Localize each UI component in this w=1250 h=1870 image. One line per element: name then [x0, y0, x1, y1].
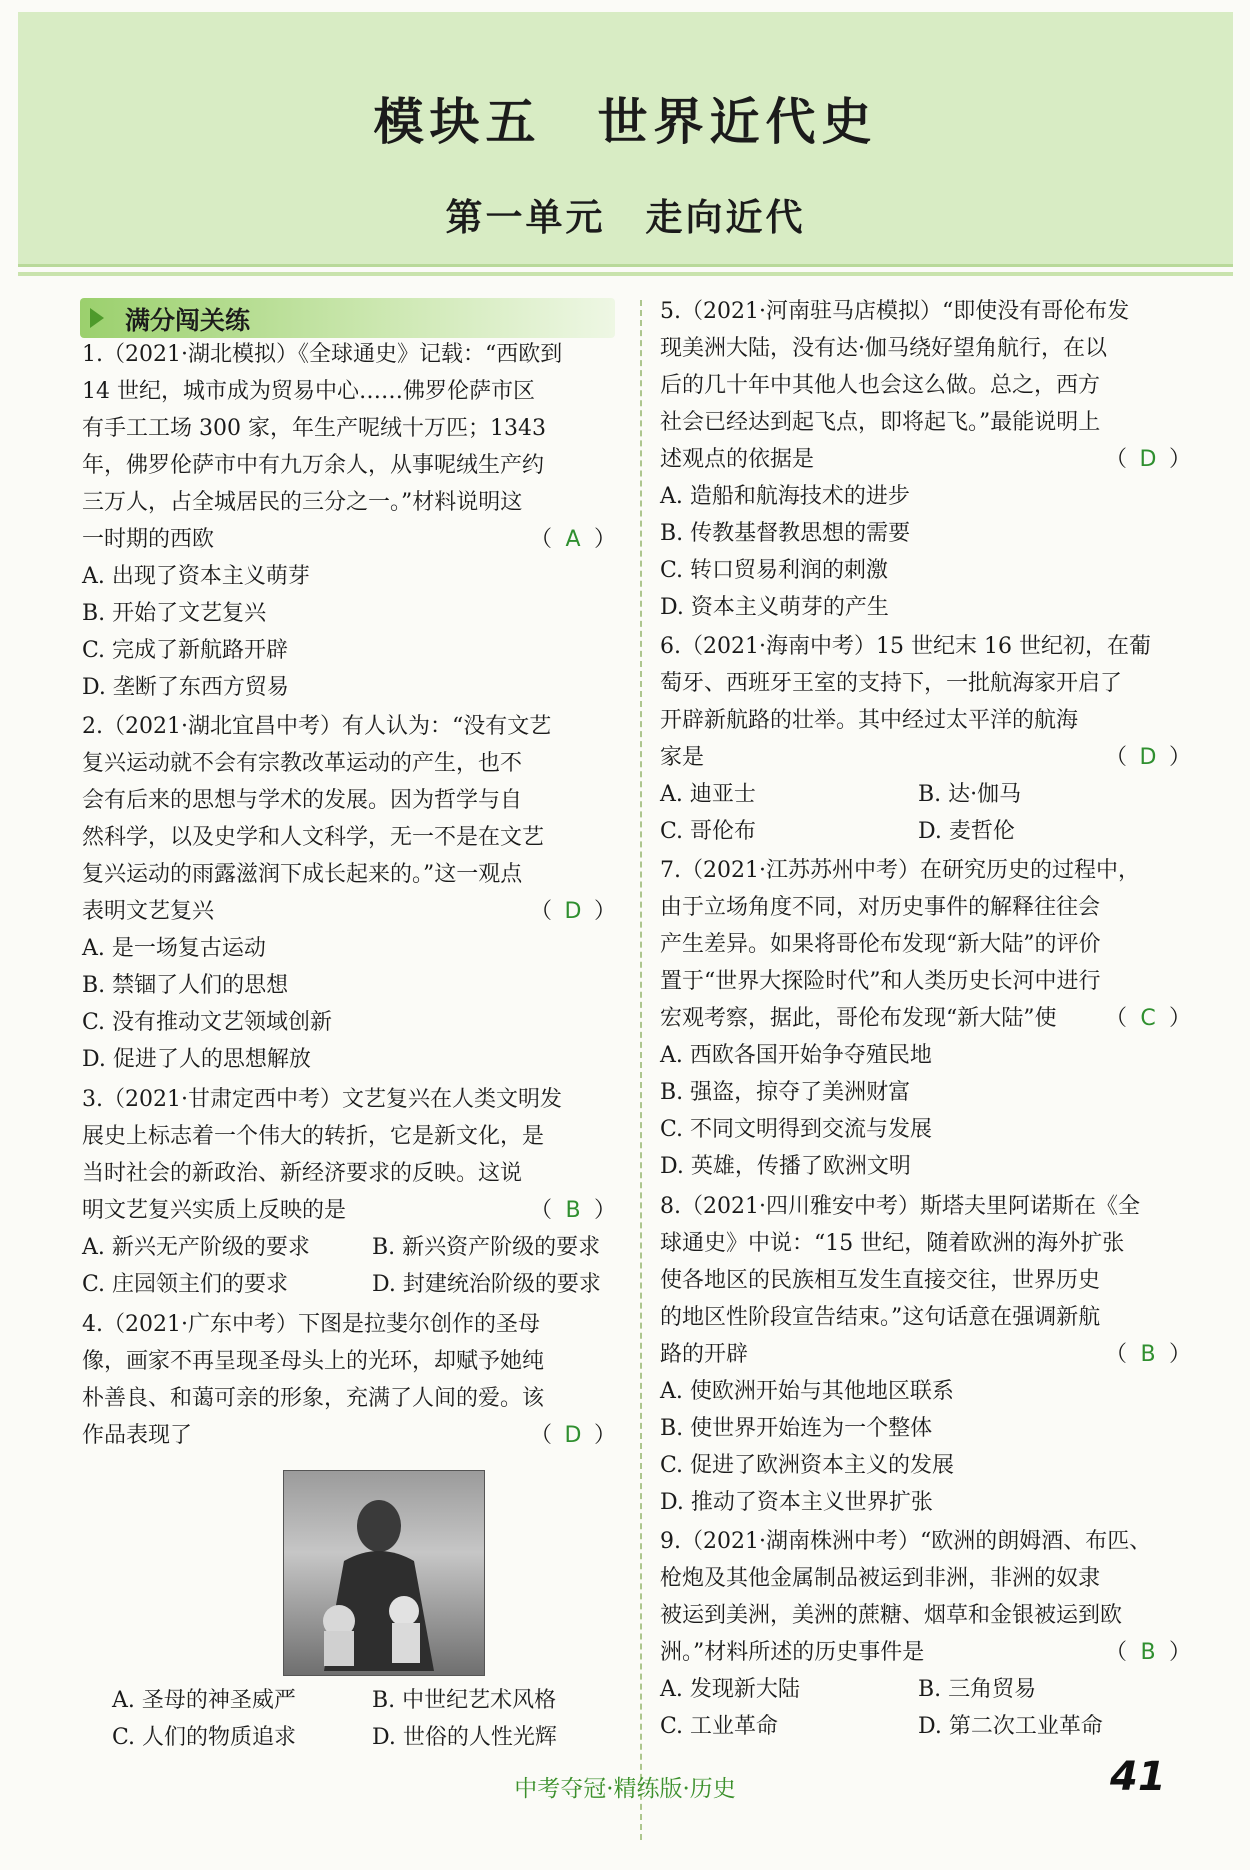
option: B. 新兴资产阶级的要求 — [372, 1235, 601, 1260]
option: D. 垄断了东西方贸易 — [82, 675, 289, 700]
section-bar — [80, 298, 615, 338]
question-text: 使各地区的民族相互发生直接交往，世界历史 — [660, 1268, 1101, 1293]
column-divider — [640, 300, 642, 1840]
option: D. 世俗的人性光辉 — [372, 1725, 557, 1750]
question-text: 当时社会的新政治、新经济要求的反映。这说 — [82, 1161, 523, 1186]
option: B. 开始了文艺复兴 — [82, 601, 267, 626]
answer-letter: D — [564, 1423, 582, 1448]
answer-bracket: （ D ） — [1105, 743, 1191, 773]
question-text: 家是 — [660, 745, 705, 770]
answer-letter: B — [565, 1198, 581, 1223]
question-text: 枪炮及其他金属制品被运到非洲，非洲的奴隶 — [660, 1566, 1101, 1591]
answer-letter: A — [565, 527, 581, 552]
option: C. 人们的物质追求 — [112, 1725, 297, 1750]
option: B. 三角贸易 — [918, 1677, 1037, 1702]
question-text: 会有后来的思想与学术的发展。因为哲学与自 — [82, 788, 523, 813]
question-text: 作品表现了 — [82, 1423, 193, 1448]
module-title: 模块五 世界近代史 — [373, 93, 878, 151]
answer-bracket: （ D ） — [530, 897, 616, 927]
option: A. 出现了资本主义萌芽 — [82, 564, 310, 589]
question-text: 三万人，占全城居民的三分之一。”材料说明这 — [82, 490, 523, 515]
question-text: 被运到美洲，美洲的蔗糖、烟草和金银被运到欧 — [660, 1603, 1123, 1628]
option: D. 促进了人的思想解放 — [82, 1047, 311, 1072]
option: C. 促进了欧洲资本主义的发展 — [660, 1453, 955, 1478]
question-text: 8.（2021·四川雅安中考）斯塔夫里阿诺斯在《全 — [660, 1194, 1140, 1219]
question-text: 3.（2021·甘肃定西中考）文艺复兴在人类文明发 — [82, 1087, 562, 1112]
option: B. 传教基督教思想的需要 — [660, 521, 911, 546]
question-text: 宏观考察，据此，哥伦布发现“新大陆”使 — [660, 1006, 1057, 1031]
page-number: 41 — [1110, 1754, 1166, 1800]
option: A. 是一场复古运动 — [82, 936, 266, 961]
question-text: 1.（2021·湖北模拟）《全球通史》记载：“西欧到 — [82, 342, 563, 367]
question-text: 由于立场角度不同，对历史事件的解释往往会 — [660, 895, 1101, 920]
question-text: 明文艺复兴实质上反映的是 — [82, 1198, 347, 1223]
question-text: 一时期的西欧 — [82, 527, 215, 552]
question-text: 7.（2021·江苏苏州中考）在研究历史的过程中， — [660, 858, 1140, 883]
option: C. 完成了新航路开辟 — [82, 638, 289, 663]
answer-bracket: （ B ） — [530, 1196, 616, 1226]
question-text: 然科学，以及史学和人文科学，无一不是在文艺 — [82, 825, 545, 850]
option: A. 圣母的神圣威严 — [112, 1688, 296, 1713]
answer-bracket: （ B ） — [1105, 1638, 1191, 1668]
answer-letter: D — [1139, 745, 1157, 770]
question-text: 14 世纪，城市成为贸易中心……佛罗伦萨市区 — [82, 379, 535, 404]
question-text: 像，画家不再呈现圣母头上的光环，却赋予她纯 — [82, 1349, 545, 1374]
option: A. 迪亚士 — [660, 782, 756, 807]
option: B. 达·伽马 — [918, 782, 1022, 807]
question-text: 表明文艺复兴 — [82, 899, 215, 924]
answer-bracket: （ D ） — [530, 1421, 616, 1451]
answer-bracket: （ A ） — [530, 525, 616, 555]
question-text: 复兴运动就不会有宗教改革运动的产生，也不 — [82, 751, 523, 776]
question-text: 社会已经达到起飞点，即将起飞。”最能说明上 — [660, 410, 1101, 435]
option: A. 新兴无产阶级的要求 — [82, 1235, 310, 1260]
option: B. 强盗，掠夺了美洲财富 — [660, 1080, 911, 1105]
question-text: 年，佛罗伦萨市中有九万余人，从事呢绒生产约 — [82, 453, 545, 478]
answer-letter: D — [564, 899, 582, 924]
option: B. 中世纪艺术风格 — [372, 1688, 557, 1713]
question-text: 有手工工场 300 家，年生产呢绒十万匹；1343 — [82, 416, 546, 441]
question-text: 路的开辟 — [660, 1342, 749, 1367]
painting-figure-icon — [284, 1471, 484, 1675]
option: C. 没有推动文艺领域创新 — [82, 1010, 333, 1035]
answer-bracket: （ D ） — [1105, 445, 1191, 475]
question-text: 复兴运动的雨露滋润下成长起来的。”这一观点 — [82, 862, 523, 887]
answer-letter: C — [1140, 1006, 1156, 1031]
option: C. 哥伦布 — [660, 819, 757, 844]
answer-letter: B — [1140, 1640, 1156, 1665]
header-stripe — [18, 272, 1233, 276]
question-text: 展史上标志着一个伟大的转折，它是新文化，是 — [82, 1124, 545, 1149]
option: D. 资本主义萌芽的产生 — [660, 595, 889, 620]
option: A. 西欧各国开始争夺殖民地 — [660, 1043, 932, 1068]
page-footer: 中考夺冠·精练版·历史 — [514, 1776, 736, 1802]
question-text: 球通史》中说：“15 世纪，随着欧洲的海外扩张 — [660, 1231, 1125, 1256]
question-text: 朴善良、和蔼可亲的形象，充满了人间的爱。该 — [82, 1386, 545, 1411]
question-text: 萄牙、西班牙王室的支持下，一批航海家开启了 — [660, 671, 1123, 696]
option: D. 第二次工业革命 — [918, 1714, 1103, 1739]
question-text: 9.（2021·湖南株洲中考）“欧洲的朗姆酒、布匹、 — [660, 1529, 1152, 1554]
answer-letter: B — [1140, 1342, 1156, 1367]
question-text: 4.（2021·广东中考）下图是拉斐尔创作的圣母 — [82, 1312, 540, 1337]
option: A. 使欧洲开始与其他地区联系 — [660, 1379, 954, 1404]
question-text: 5.（2021·河南驻马店模拟）“即使没有哥伦布发 — [660, 299, 1130, 324]
option: C. 工业革命 — [660, 1714, 779, 1739]
question-text: 2.（2021·湖北宜昌中考）有人认为：“没有文艺 — [82, 714, 552, 739]
question-text: 6.（2021·海南中考）15 世纪末 16 世纪初，在葡 — [660, 634, 1151, 659]
chevron-right-icon — [90, 308, 104, 328]
question-text: 现美洲大陆，没有达·伽马绕好望角航行，在以 — [660, 336, 1107, 361]
option: D. 封建统治阶级的要求 — [372, 1272, 601, 1297]
question-text: 述观点的依据是 — [660, 447, 815, 472]
answer-bracket: （ C ） — [1105, 1004, 1191, 1034]
madonna-painting-image — [283, 1470, 485, 1676]
answer-letter: D — [1139, 447, 1157, 472]
option: B. 禁锢了人们的思想 — [82, 973, 289, 998]
option: D. 麦哲伦 — [918, 819, 1015, 844]
section-label: 满分闯关练 — [125, 306, 251, 335]
question-text: 开辟新航路的壮举。其中经过太平洋的航海 — [660, 708, 1079, 733]
option: A. 发现新大陆 — [660, 1677, 800, 1702]
unit-title: 第一单元 走向近代 — [445, 196, 806, 239]
question-text: 产生差异。如果将哥伦布发现“新大陆”的评价 — [660, 932, 1101, 957]
option: C. 不同文明得到交流与发展 — [660, 1117, 933, 1142]
page-header — [18, 12, 1233, 267]
option: B. 使世界开始连为一个整体 — [660, 1416, 933, 1441]
answer-bracket: （ B ） — [1105, 1340, 1191, 1370]
option: D. 英雄，传播了欧洲文明 — [660, 1154, 911, 1179]
option: C. 庄园领主们的要求 — [82, 1272, 289, 1297]
option: D. 推动了资本主义世界扩张 — [660, 1490, 933, 1515]
option: A. 造船和航海技术的进步 — [660, 484, 910, 509]
question-text: 的地区性阶段宣告结束。”这句话意在强调新航 — [660, 1305, 1101, 1330]
question-text: 置于“世界大探险时代”和人类历史长河中进行 — [660, 969, 1101, 994]
question-text: 后的几十年中其他人也会这么做。总之，西方 — [660, 373, 1101, 398]
question-text: 洲。”材料所述的历史事件是 — [660, 1640, 925, 1665]
option: C. 转口贸易利润的刺激 — [660, 558, 889, 583]
